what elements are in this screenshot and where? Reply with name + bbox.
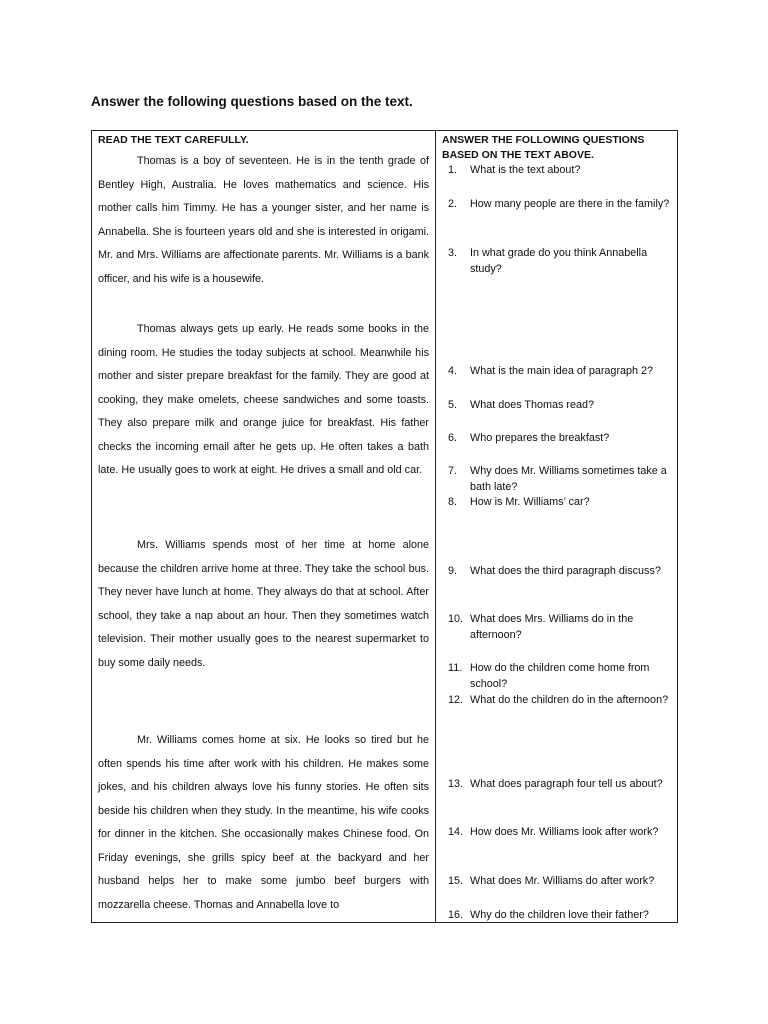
paragraph-4: Mr. Williams comes home at six. He looks so tired but he often spends his time after work with his children. He makes some jokes, and his children always love his funny stories. He often sits beside his children when they study. In the meantime, his wife cooks for dinner in the kitchen. She occasionally makes Chinese food. On Friday evenings, she grills spicy beef at the backyard and her husband helps her to make some jumbo beef burgers with mozzarella cheese. Thomas and Annabella love to	[98, 734, 429, 911]
question-number: 10.	[448, 613, 464, 625]
column-divider	[435, 131, 436, 922]
question-9	[448, 564, 676, 580]
question-text: What does Mrs. Williams do in the afternoon?	[470, 613, 634, 641]
question-number: 2.	[448, 198, 458, 210]
worksheet-heading: Answer the following questions based on the text.	[91, 94, 413, 109]
right-column-header: ANSWER THE FOLLOWING QUESTIONS BASED ON THE TEXT ABOVE.	[442, 134, 645, 161]
question-number: 3.	[448, 247, 458, 259]
question-1	[448, 163, 676, 179]
question-number: 9.	[448, 565, 458, 577]
question-number: 1.	[448, 164, 458, 176]
question-text: Who prepares the breakfast?	[470, 432, 610, 444]
question-5	[448, 398, 676, 414]
question-text: What does paragraph four tell us about?	[470, 778, 663, 790]
question-number: 11.	[448, 662, 463, 674]
question-text: How is Mr. Williams’ car?	[470, 496, 590, 508]
question-number: 8.	[448, 496, 458, 508]
question-11	[448, 661, 676, 692]
question-2	[448, 197, 676, 213]
question-text: What is the text about?	[470, 164, 581, 176]
question-number: 14.	[448, 826, 464, 838]
question-number: 16.	[448, 909, 464, 921]
question-15	[448, 874, 676, 890]
question-number: 13.	[448, 778, 464, 790]
question-10	[448, 612, 676, 643]
question-text: What do the children do in the afternoon?	[470, 694, 669, 706]
question-4	[448, 364, 676, 380]
question-text: How do the children come home from school?	[470, 662, 650, 690]
question-12	[448, 693, 676, 709]
question-number: 15.	[448, 875, 464, 887]
question-text: What does the third paragraph discuss?	[470, 565, 661, 577]
question-14	[448, 825, 676, 841]
question-text: What does Mr. Williams do after work?	[470, 875, 655, 887]
question-13	[448, 777, 676, 793]
question-7	[448, 464, 676, 495]
left-column-header: READ THE TEXT CAREFULLY.	[98, 134, 249, 146]
paragraph-1: Thomas is a boy of seventeen. He is in the tenth grade of Bentley High, Australia. He loves mathematics and science. His mother calls him Timmy. He has a younger sister, and her name is Annabella. She is fourteen years old and she is interested in origami. Mr. and Mrs. Williams are affectionate parents. Mr. Williams is a bank officer, and his wife is a housewife.	[98, 155, 429, 285]
question-number: 4.	[448, 365, 458, 377]
question-text: Why does Mr. Williams sometimes take a bath late?	[470, 465, 667, 493]
question-number: 6.	[448, 432, 458, 444]
question-number: 12.	[448, 694, 464, 706]
question-text: In what grade do you think Annabella study?	[470, 247, 648, 275]
question-text: What is the main idea of paragraph 2?	[470, 365, 654, 377]
paragraph-3: Mrs. Williams spends most of her time at home alone because the children arrive home at three. They take the school bus. They never have lunch at home. They always do that at school. After school, they take a nap about an hour. Then they sometimes watch television. Their mother usually goes to the nearest supermarket to buy some daily needs.	[98, 539, 429, 669]
question-number: 7.	[448, 465, 458, 477]
question-text: How does Mr. Williams look after work?	[470, 826, 659, 838]
paragraph-2: Thomas always gets up early. He reads some books in the dining room. He studies the today subjects at school. Meanwhile his mother and sister prepare breakfast for the family. They are good at cooking, they make omelets, cheese sandwiches and some toasts. They also prepare milk and orange juice for breakfast. His father checks the incoming email after he gets up. He often takes a bath late. He usually goes to work at eight. He drives a small and old car.	[98, 323, 429, 476]
question-text: How many people are there in the family?	[470, 198, 670, 210]
reading-table	[91, 130, 678, 923]
question-6	[448, 431, 676, 447]
question-text: Why do the children love their father?	[470, 909, 649, 921]
question-3	[448, 246, 676, 277]
question-number: 5.	[448, 399, 458, 411]
question-16	[448, 908, 676, 924]
question-text: What does Thomas read?	[470, 399, 595, 411]
question-8	[448, 495, 676, 511]
